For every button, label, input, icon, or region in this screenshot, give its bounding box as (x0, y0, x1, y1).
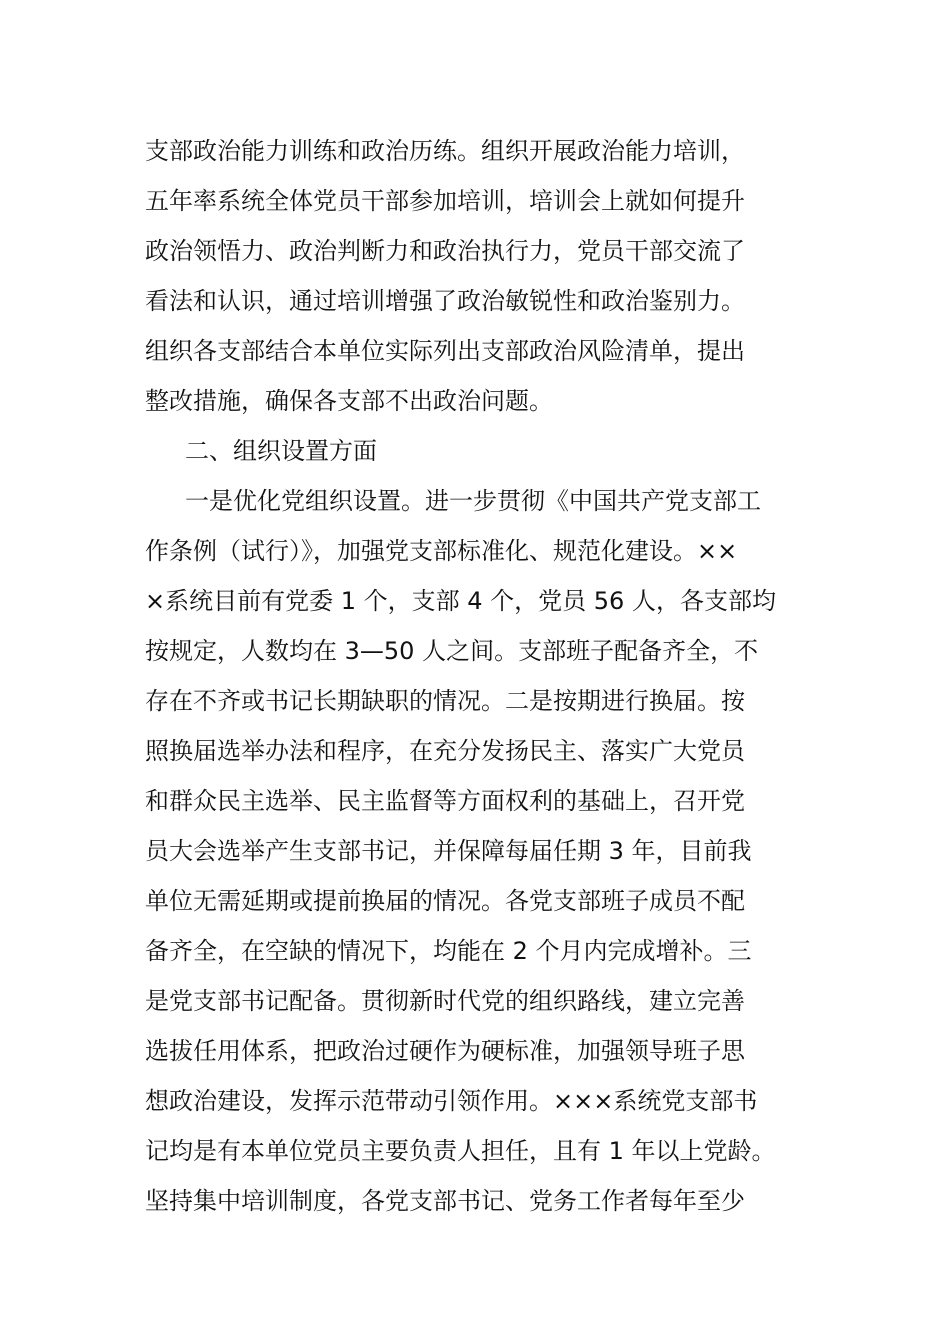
text-line: 是党支部书记配备。贯彻新时代党的组织路线，建立完善 (145, 987, 745, 1015)
text-line: 看法和认识，通过培训增强了政治敏锐性和政治鉴别力。 (145, 287, 745, 315)
text-line: 按规定，人数均在 3—50 人之间。支部班子配备齐全，不 (145, 637, 759, 665)
text-line: 备齐全，在空缺的情况下，均能在 2 个月内完成增补。三 (145, 937, 752, 965)
text-line: 和群众民主选举、民主监督等方面权利的基础上，召开党 (145, 787, 745, 815)
text-line: 作条例（试行）》，加强党支部标准化、规范化建设。×× (145, 537, 738, 565)
text-line: 单位无需延期或提前换届的情况。各党支部班子成员不配 (145, 887, 745, 915)
text-line: 存在不齐或书记长期缺职的情况。二是按期进行换届。按 (145, 687, 745, 715)
text-line: 员大会选举产生支部书记，并保障每届任期 3 年，目前我 (145, 837, 752, 865)
text-line: 坚持集中培训制度，各党支部书记、党务工作者每年至少 (145, 1187, 745, 1215)
text-line: 政治领悟力、政治判断力和政治执行力，党员干部交流了 (145, 237, 745, 265)
text-line: 支部政治能力训练和政治历练。组织开展政治能力培训， (145, 137, 745, 165)
text-line: 选拔任用体系，把政治过硬作为硬标准，加强领导班子思 (145, 1037, 745, 1065)
text-line: ×系统目前有党委 1 个，支部 4 个，党员 56 人，各支部均 (145, 587, 776, 615)
paragraph-first-line: 一是优化党组织设置。进一步贯彻《中国共产党支部工 (185, 487, 761, 515)
text-line: 照换届选举办法和程序，在充分发扬民主、落实广大党员 (145, 737, 745, 765)
text-line: 五年率系统全体党员干部参加培训，培训会上就如何提升 (145, 187, 745, 215)
text-line: 组织各支部结合本单位实际列出支部政治风险清单，提出 (145, 337, 745, 365)
text-line: 记均是有本单位党员主要负责人担任，且有 1 年以上党龄。 (145, 1137, 776, 1165)
text-line: 整改措施，确保各支部不出政治问题。 (145, 387, 553, 415)
text-line: 想政治建设，发挥示范带动引领作用。×××系统党支部书 (145, 1087, 758, 1115)
section-heading: 二、组织设置方面 (185, 437, 377, 465)
